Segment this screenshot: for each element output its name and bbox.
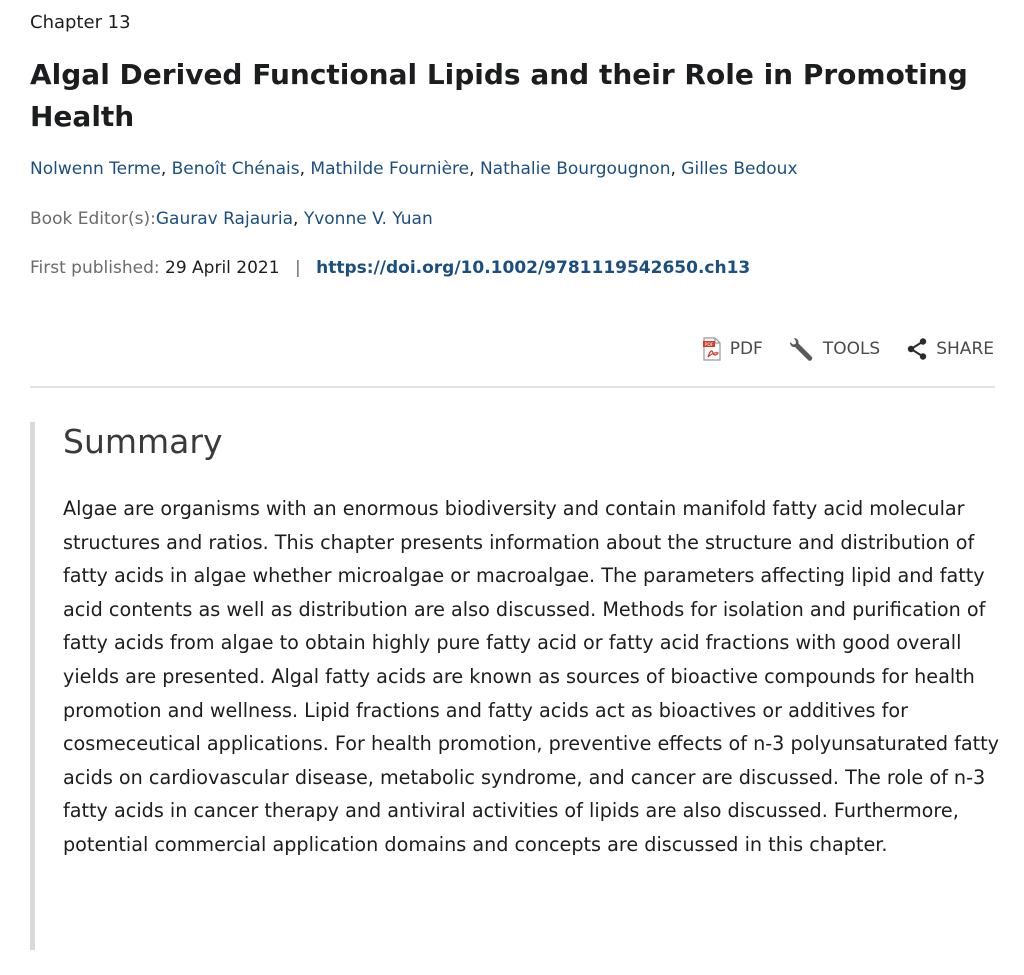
tools-label: TOOLS	[822, 339, 881, 359]
section-divider	[30, 386, 995, 388]
share-button[interactable]	[906, 337, 994, 361]
share-label: SHARE	[936, 339, 994, 359]
author-link[interactable]: Benoît Chénais	[171, 159, 300, 179]
author-separator: ,	[160, 159, 167, 179]
editor-link[interactable]: Gaurav Rajauria	[155, 209, 294, 229]
editor-separator: ,	[293, 209, 299, 229]
author-separator: ,	[469, 159, 475, 179]
doi-link[interactable]: https://doi.org/10.1002/9781119542650.ch13	[316, 258, 751, 278]
author-link[interactable]: Gilles Bedoux	[681, 159, 798, 179]
author-separator: ,	[670, 159, 676, 179]
editor-link[interactable]: Yvonne V. Yuan	[303, 209, 433, 229]
svg-text:PDF: PDF	[704, 343, 714, 348]
pdf-button[interactable]	[702, 337, 763, 361]
author-link[interactable]: Nathalie Bourgougnon	[479, 159, 671, 179]
published-date: 29 April 2021	[165, 258, 280, 278]
wrench-icon	[789, 336, 815, 362]
share-icon	[906, 337, 928, 361]
summary-section	[30, 422, 1000, 950]
summary-heading: Summary	[63, 422, 223, 461]
pdf-file-icon	[702, 337, 722, 361]
pdf-label: PDF	[729, 339, 763, 359]
tools-button[interactable]	[789, 336, 880, 362]
page-title: Algal Derived Functional Lipids and their Role in Promoting Health	[30, 58, 968, 133]
summary-text: Algae are organisms with an enormous biodiversity and contain manifold fatty acid molecular structures and ratios. This chapter presents information about the structure and distribution of fatty acids in algae whether microalgae or macroalgae. The parameters affecting lipid and fatty acid contents as well as distribution are also discussed. Methods for isolation and purification of fatty acids from algae to obtain highly pure fatty acid or fatty acid fractions with good overall yields are presented. Algal fatty acids are known as sources of bioactive compounds for health promotion and wellness. Lipid fractions and fatty acids act as bioactives or additives for cosmeceutical applications. For health promotion, preventive effects of n-3 polyunsaturated fatty acids on cardiovascular disease, metabolic syndrome, and cancer are discussed. The role of n-3 fatty acids in cancer therapy and antiviral activities of lipids are also discussed. Furthermore, potential commercial application domains and concepts are discussed in this chapter.	[63, 497, 1000, 856]
article-toolbar	[702, 336, 994, 362]
author-link[interactable]: Mathilde Fournière	[310, 159, 470, 179]
author-separator: ,	[299, 159, 306, 179]
published-label: First published:	[30, 258, 160, 278]
author-list	[30, 159, 798, 179]
author-link[interactable]: Nolwenn Terme	[30, 159, 161, 179]
published-separator: |	[294, 258, 301, 278]
chapter-label: Chapter 13	[30, 12, 131, 33]
book-editors	[30, 209, 433, 229]
editors-label: Book Editor(s):	[30, 209, 156, 229]
publication-info	[30, 258, 750, 278]
